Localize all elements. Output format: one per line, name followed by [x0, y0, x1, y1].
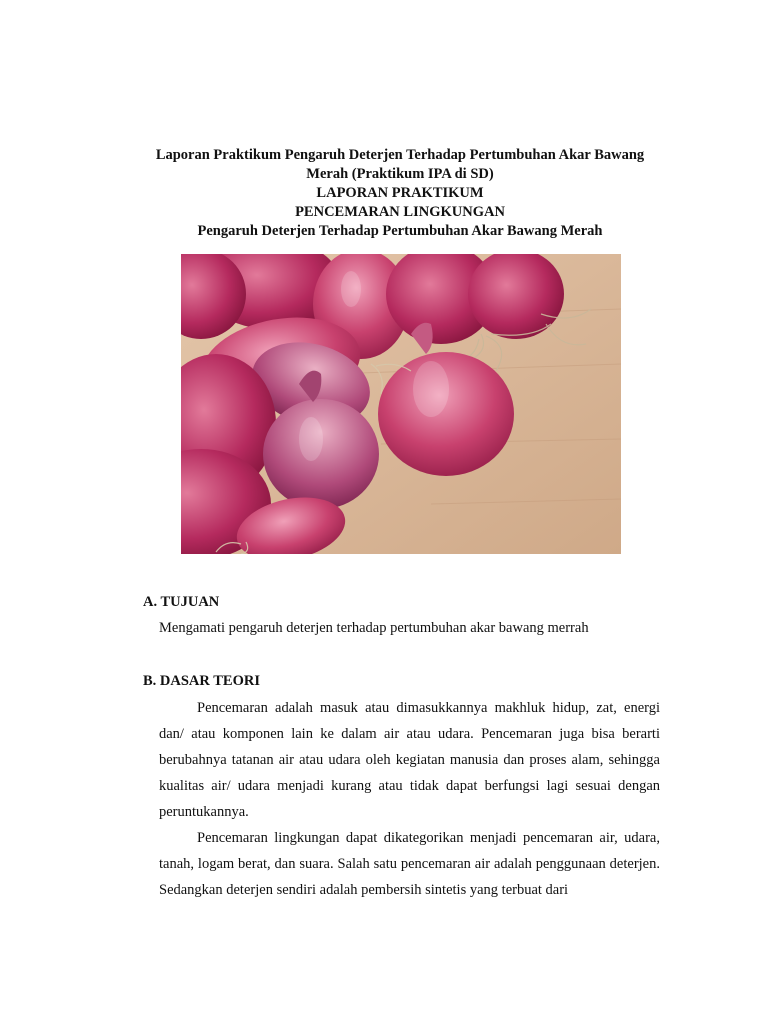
paragraph-1: Pencemaran adalah masuk atau dimasukkannya makhluk hidup, zat, energi dan/ atau komponen lain ke dalam air atau udara. Pencemaran juga bisa berarti berubahnya tatanan air atau udara oleh kegiatan manusia dan proses alam, sehingga kualitas air/ udara menjadi kurang atau tidak dapat berfungsi lagi sesuai dengan peruntukannya. [159, 700, 660, 820]
section-b-body [159, 695, 660, 903]
section-b-heading: B. DASAR TEORI [143, 673, 260, 689]
title-line-5: Pengaruh Deterjen Terhadap Pertumbuhan Akar Bawang Merah [197, 223, 603, 239]
section-a-heading: A. TUJUAN [143, 594, 220, 610]
title-line-1: Laporan Praktikum Pengaruh Deterjen Terhadap Pertumbuhan Akar Bawang [155, 147, 645, 163]
section-a-text: Mengamati pengaruh deterjen terhadap pertumbuhan akar bawang merrah [159, 620, 589, 636]
document-title [120, 146, 680, 241]
title-line-4: PENCEMARAN LINGKUNGAN [295, 204, 505, 220]
shallot-photo [181, 254, 621, 554]
paragraph-2: Pencemaran lingkungan dapat dikategorikan menjadi pencemaran air, udara, tanah, logam berat, dan suara. Salah satu pencemaran air adalah penggunaan deterjen. Sedangkan deterjen sendiri adalah pembersih sintetis yang terbuat dari [159, 830, 660, 898]
title-line-3: LAPORAN PRAKTIKUM [316, 185, 484, 201]
title-line-2: Merah (Praktikum IPA di SD) [306, 166, 494, 182]
